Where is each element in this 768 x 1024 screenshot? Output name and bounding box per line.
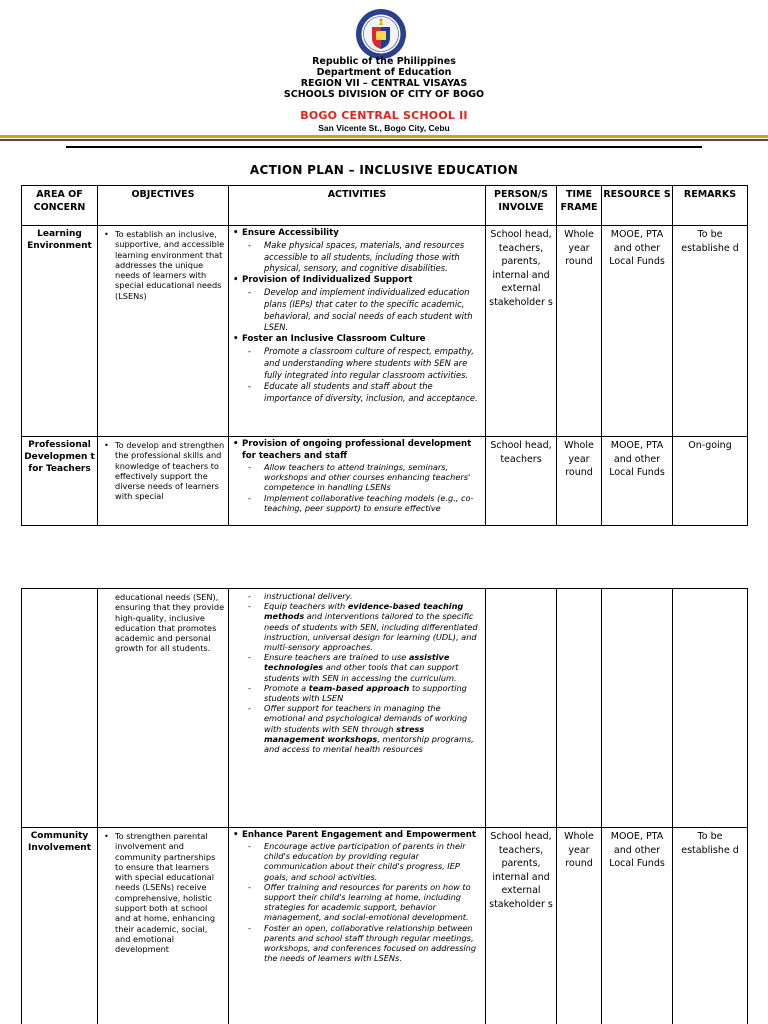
objective-text: • To strengthen parental involvement and community partnerships to ensure that learners with special educational needs (LSENs) receive comprehensive, holistic support both at school and at home, enhancing their academic, social, and emotional development — [101, 831, 225, 955]
activity-item: - Equip teachers with evidence-based teaching methods and interventions tailored to the specific needs of students with SEN, including differentiated instruction, universal design for learning (UDL), and multi-sensory approaches. — [232, 601, 482, 652]
emphasis-text: stress management workshops — [264, 723, 425, 744]
department-line: Department of Education — [316, 67, 452, 78]
activity-item: - Educate all students and staff about the importance of diversity, inclusion, and acceptance. — [232, 381, 482, 405]
area-cell: Learning Environment — [22, 226, 98, 437]
persons-cell: School head, teachers — [486, 437, 557, 526]
activity-item: - Promote a classroom culture of respect, empathy, and understanding where students with SEN are fully integrated into regular classroom activities. — [232, 346, 482, 381]
header-gold-band — [0, 135, 768, 138]
emphasis-text: team-based approach — [308, 682, 410, 693]
persons-cell: School head, teachers, parents, internal and external stakeholder s — [486, 828, 557, 1024]
action-plan-table — [21, 185, 748, 526]
objective-text: educational needs (SEN), ensuring that they provide high-quality, inclusive education that promotes academic and personal growth for all students. — [115, 592, 225, 654]
objective-cell — [98, 437, 229, 526]
activity-item: - Implement collaborative teaching models (e.g., co-teaching, peer support) to ensure effective — [232, 493, 482, 513]
resources-cell: MOOE, PTA and other Local Funds — [602, 226, 673, 437]
column-header-time-frame: TIME FRAME — [557, 186, 602, 226]
column-header-activities: ACTIVITIES — [229, 186, 486, 226]
time-frame-cell: Whole year round — [557, 437, 602, 526]
activity-heading: • Ensure Accessibility — [232, 228, 482, 240]
remarks-cell — [673, 589, 748, 828]
time-frame-cell: Whole year round — [557, 226, 602, 437]
column-header-resources: RESOURCE S — [602, 186, 673, 226]
persons-cell: School head, teachers, parents, internal and external stakeholder s — [486, 226, 557, 437]
table-header-row — [22, 186, 748, 226]
division-line: SCHOOLS DIVISION OF CITY OF BOGO — [283, 89, 485, 100]
resources-cell: MOOE, PTA and other Local Funds — [602, 828, 673, 1024]
deped-seal-logo — [355, 8, 407, 60]
time-frame-cell — [557, 589, 602, 828]
column-header-remarks: REMARKS — [673, 186, 748, 226]
objective-text: • To establish an inclusive, supportive, and accessible learning environment that addresses the unique needs of learners with special educational needs (LSENs) — [101, 229, 225, 301]
time-frame-cell: Whole year round — [557, 828, 602, 1024]
activities-cell — [229, 437, 486, 526]
republic-line: Republic of the Philippines — [312, 56, 456, 67]
objective-text: • To develop and strengthen the professional skills and knowledge of teachers to effectively support the diverse needs of learners with special — [101, 440, 225, 502]
activity-heading: • Foster an Inclusive Classroom Culture — [232, 334, 482, 346]
objective-cell — [98, 226, 229, 437]
activities-cell — [229, 589, 486, 828]
table-row — [22, 828, 748, 1024]
document-title: ACTION PLAN – INCLUSIVE EDUCATION — [249, 163, 519, 177]
action-plan-table-continued — [21, 588, 748, 1024]
activity-item: - Offer support for teachers in managing the emotional and psychological demands of working with students with SEN through stress management workshops, mentorship programs, and access to mental health resources — [232, 703, 482, 754]
area-cell — [22, 589, 98, 828]
school-address: San Vicente St., Bogo City, Cebu — [318, 123, 450, 133]
activity-item: - Encourage active participation of parents in their child's education by providing regular communication about their child's progress, IEP goals, and school activities. — [232, 841, 482, 882]
activity-item — [232, 591, 482, 601]
activities-cell — [229, 828, 486, 1024]
table-row — [22, 226, 748, 437]
activity-item-tail: instructional delivery. — [264, 591, 353, 601]
activity-item: - Offer training and resources for parents on how to support their child's learning at home, including strategies for academic support, behavior management, and social-emotional development. — [232, 882, 482, 923]
activity-heading: • Enhance Parent Engagement and Empowerment — [232, 830, 482, 841]
activity-heading: • Provision of ongoing professional development for teachers and staff — [232, 439, 482, 462]
column-header-persons: PERSON/S INVOLVE — [486, 186, 557, 226]
resources-cell — [602, 589, 673, 828]
table-row-continued — [22, 589, 748, 828]
area-cell: Community Involvement — [22, 828, 98, 1024]
remarks-cell: On-going — [673, 437, 748, 526]
activity-item: - Foster an open, collaborative relationship between parents and school staff through regular meetings, workshops, and conferences focused on addressing the needs of learners with LSENs. — [232, 923, 482, 964]
resources-cell: MOOE, PTA and other Local Funds — [602, 437, 673, 526]
objective-cell — [98, 828, 229, 1024]
activity-item: - Promote a team-based approach to supporting students with LSEN — [232, 683, 482, 703]
header-dark-band — [0, 139, 768, 141]
activity-item: - Allow teachers to attend trainings, seminars, workshops and other courses enhancing teachers' competence in handling LSENs — [232, 462, 482, 493]
objective-cell — [98, 589, 229, 828]
emphasis-text: evidence-based teaching methods — [264, 601, 464, 622]
table-row — [22, 437, 748, 526]
activity-item: - Ensure teachers are trained to use assistive technologies and other tools that can support students with SEN in accessing the curriculum. — [232, 652, 482, 683]
area-cell: Professional Developmen t for Teachers — [22, 437, 98, 526]
activity-item: - Develop and implement individualized education plans (IEPs) that cater to the specific academic, behavioral, and social needs of each student with LSEN. — [232, 287, 482, 334]
region-line: REGION VII – CENTRAL VISAYAS — [300, 78, 468, 89]
persons-cell — [486, 589, 557, 828]
remarks-cell: To be establishe d — [673, 226, 748, 437]
activities-cell — [229, 226, 486, 437]
emphasis-text: assistive technologies — [264, 652, 450, 673]
column-header-area: AREA OF CONCERN — [22, 186, 98, 226]
activity-item: - Make physical spaces, materials, and resources accessible to all students, including those with physical, sensory, and cognitive disabilities. — [232, 240, 482, 275]
school-name: BOGO CENTRAL SCHOOL II — [300, 109, 468, 122]
remarks-cell: To be establishe d — [673, 828, 748, 1024]
header-divider — [66, 146, 702, 148]
column-header-objectives: OBJECTIVES — [98, 186, 229, 226]
activity-heading: • Provision of Individualized Support — [232, 275, 482, 287]
